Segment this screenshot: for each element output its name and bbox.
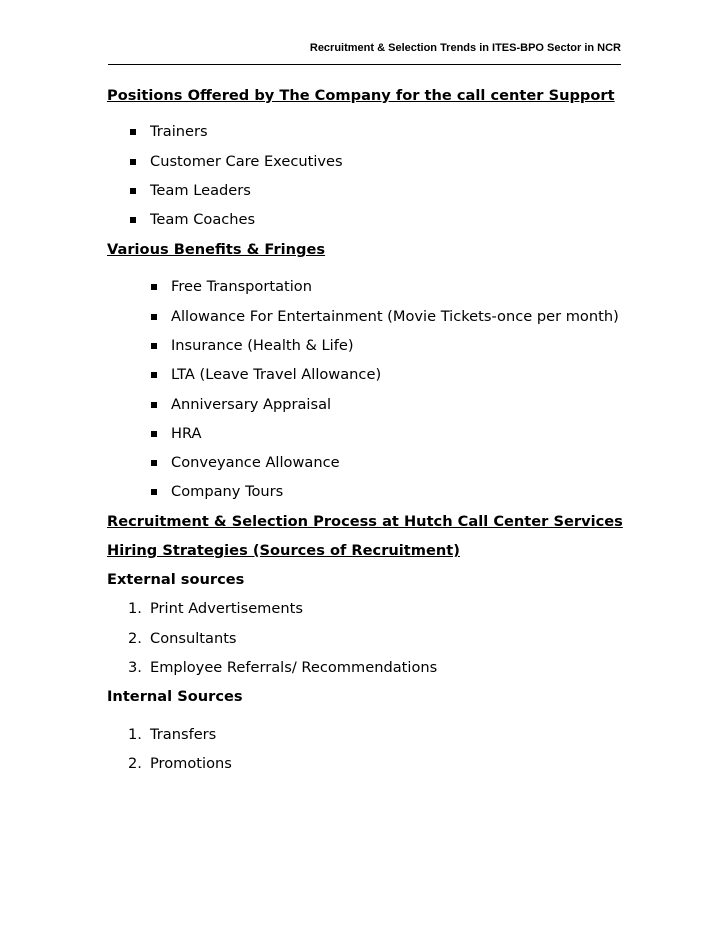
process-heading: Recruitment & Selection Process at Hutch Call Center Services (107, 513, 623, 530)
hiring-heading: Hiring Strategies (Sources of Recruitment) (107, 542, 460, 559)
running-header: Recruitment & Selection Trends in ITES-BPO Sector in NCR (309, 42, 621, 54)
list-item: Trainers (150, 123, 208, 140)
positions-heading: Positions Offered by The Company for the call center Support (107, 87, 615, 104)
bullet-icon (151, 460, 157, 466)
list-number: 2. (128, 755, 142, 772)
list-number: 2. (128, 630, 142, 647)
list-item: Print Advertisements (150, 600, 303, 617)
header-rule (108, 64, 621, 65)
list-item: Conveyance Allowance (171, 454, 340, 471)
bullet-icon (130, 159, 136, 165)
list-item: Insurance (Health & Life) (171, 337, 354, 354)
bullet-icon (151, 372, 157, 378)
internal-heading: Internal Sources (107, 688, 243, 705)
list-item: Free Transportation (171, 278, 312, 295)
external-heading: External sources (107, 571, 245, 588)
bullet-icon (151, 284, 157, 290)
list-item: Team Coaches (150, 211, 256, 228)
list-item: Consultants (150, 630, 237, 647)
list-number: 1. (128, 726, 142, 743)
bullet-icon (130, 129, 136, 135)
list-item: Customer Care Executives (150, 153, 343, 170)
list-item: HRA (171, 425, 202, 442)
list-item: Promotions (150, 755, 232, 772)
list-item: Allowance For Entertainment (Movie Tickets-once per month) (171, 308, 619, 325)
bullet-icon (130, 217, 136, 223)
list-item: Company Tours (171, 483, 284, 500)
bullet-icon (151, 343, 157, 349)
list-number: 1. (128, 600, 142, 617)
bullet-icon (130, 188, 136, 194)
bullet-icon (151, 402, 157, 408)
list-item: LTA (Leave Travel Allowance) (171, 366, 382, 383)
bullet-icon (151, 314, 157, 320)
benefits-heading: Various Benefits & Fringes (107, 241, 326, 258)
bullet-icon (151, 489, 157, 495)
list-item: Transfers (150, 726, 217, 743)
list-item: Employee Referrals/ Recommendations (150, 659, 438, 676)
list-item: Anniversary Appraisal (171, 396, 332, 413)
list-item: Team Leaders (150, 182, 251, 199)
bullet-icon (151, 431, 157, 437)
list-number: 3. (128, 659, 142, 676)
